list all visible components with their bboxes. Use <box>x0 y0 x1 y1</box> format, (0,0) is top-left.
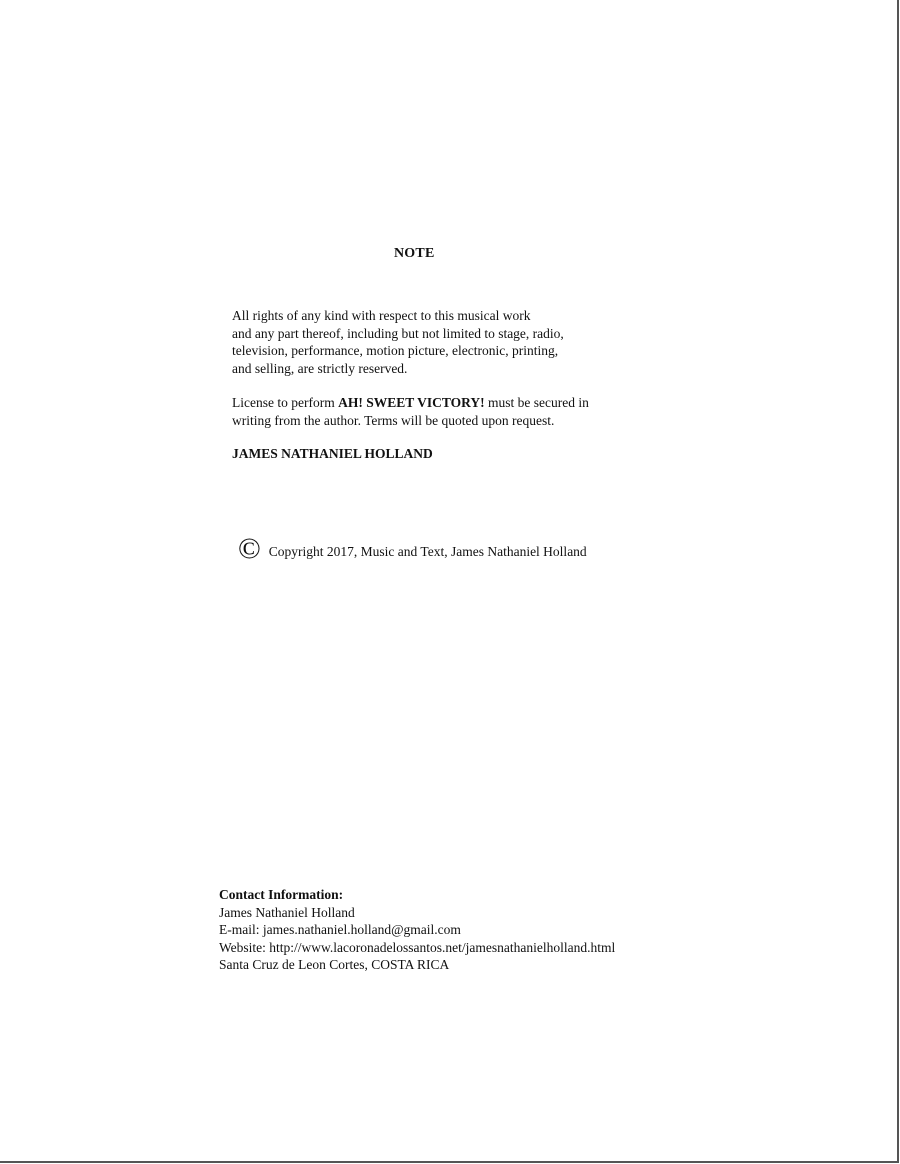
contact-email: E-mail: james.nathaniel.holland@gmail.com <box>219 922 461 937</box>
copyright-icon: © <box>238 532 261 565</box>
work-title: AH! SWEET VICTORY! <box>338 395 485 410</box>
license-paragraph <box>232 394 589 429</box>
license-line-1 <box>232 394 589 412</box>
rights-line: and selling, are strictly reserved. <box>232 360 408 376</box>
rights-line: television, performance, motion picture, electronic, printing, <box>232 343 559 358</box>
contact-information <box>219 886 615 974</box>
rights-line: All rights of any kind with respect to this musical work <box>232 308 531 323</box>
copyright-text: Copyright 2017, Music and Text, James Nathaniel Holland <box>268 544 587 559</box>
contact-location: Santa Cruz de Leon Cortes, COSTA RICA <box>219 957 450 972</box>
note-title: NOTE <box>394 246 435 261</box>
contact-website: Website: http://www.lacoronadelossantos.net/jamesnathanielholland.html <box>219 939 616 955</box>
license-suffix: must be secured in <box>484 395 589 410</box>
author-name: JAMES NATHANIEL HOLLAND <box>232 446 433 461</box>
rights-line: and any part thereof, including but not limited to stage, radio, <box>232 325 564 341</box>
contact-name: James Nathaniel Holland <box>219 904 355 920</box>
rights-paragraph <box>232 307 564 377</box>
license-line-2: writing from the author. Terms will be quoted upon request. <box>232 412 555 428</box>
contact-heading: Contact Information: <box>219 887 344 902</box>
copyright-notice <box>238 534 587 564</box>
license-prefix: License to perform <box>232 395 339 410</box>
